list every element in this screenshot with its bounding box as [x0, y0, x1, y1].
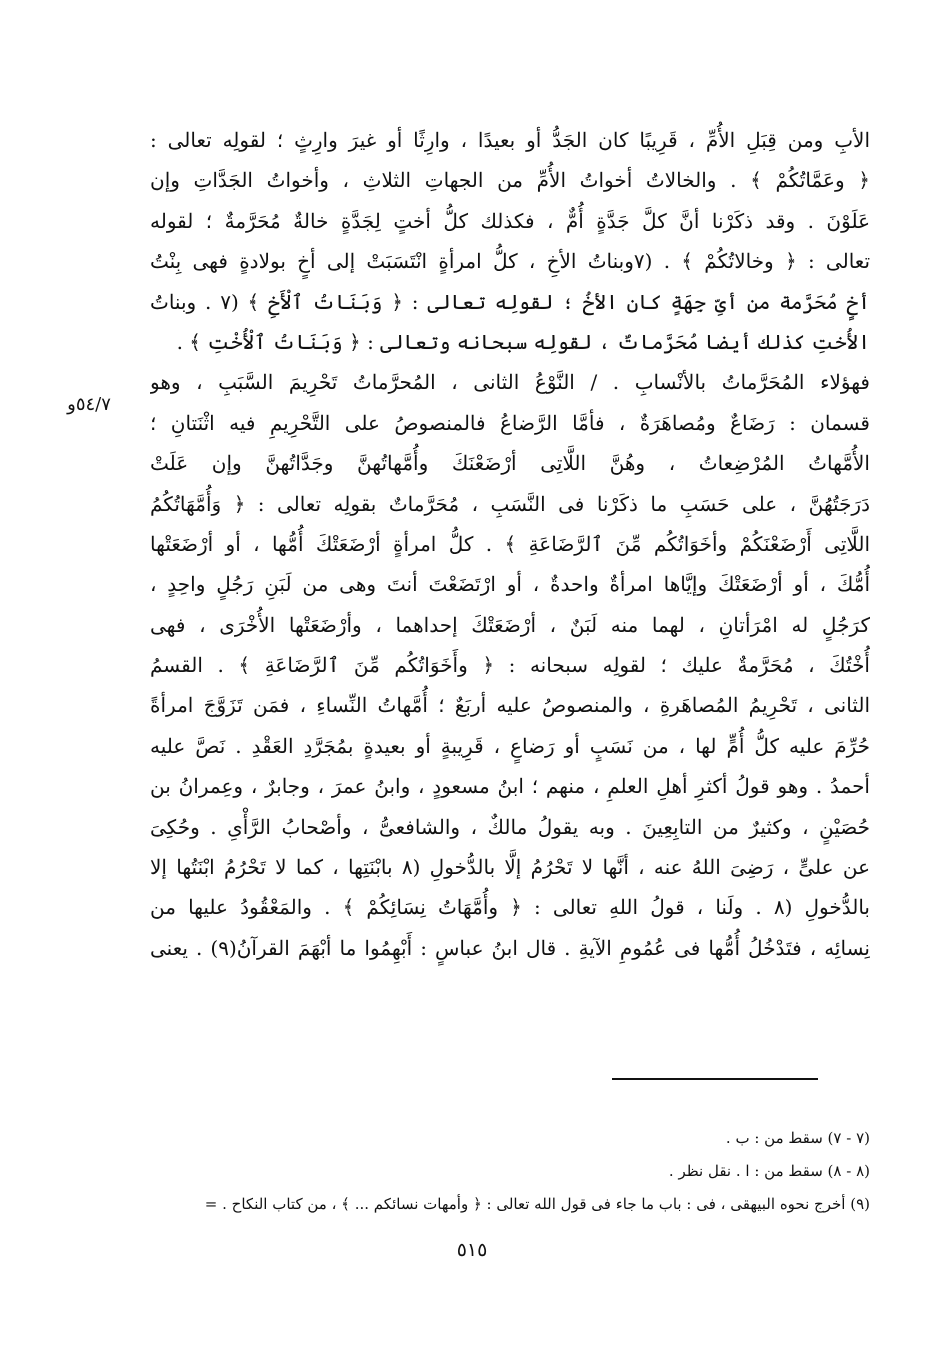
text-line: أحمدُ . وهو قولُ أكثرِ أهلِ العلمِ ، منهم ؛ ابنُ مسعودٍ ، وابنُ عمرَ ، وجابرٌ ، وعِمرانُ بن — [150, 774, 870, 799]
text-line: تعالى : ﴿ وخالاتُكُمْ ﴾ . (٧وبناتُ الأخِ ، كلُّ امرأةٍ انْتَسَبَتْ إلى أخٍ بولادةٍ فهى بِنْتُ — [150, 249, 870, 274]
margin-folio-note: ٥٤/٧و — [67, 394, 111, 415]
text-line: حُصَيْنٍ ، وكثيرٌ من التابِعِينَ . وبه يقولُ مالكٌ ، والشافعىُّ ، وأصْحابُ الرَّأْىِ . وحُكِىَ — [150, 814, 870, 839]
text-line: الثانى ، تَحْرِيمُ المُصاهَرةِ ، والمنصوصُ عليه أربَعٌ ؛ أُمَّهاتُ النِّساءِ ، فمَن تَزَوَّجَ امرأةً — [150, 693, 870, 718]
text-line: أخٍ مُحَرَّمة من أىِّ جِهَةٍ كان الأخُ ؛ لقولِه تعالى : ﴿ وَبَنَاتُ ٱلْأَخِ ﴾ (٧ . وبناتُ — [150, 289, 870, 314]
text-line: قسمان : رَضَاعٌ ومُصاهَرَةٌ ، فأمَّا الرَّضاعُ فالمنصوصُ على التَّحْرِيمِ فيه اثْنَتانِ ؛ — [150, 410, 870, 435]
text-line: أُخْتُكَ ، مُحَرَّمةٌ عليك ؛ لقولِه سبحانه : ﴿ وأَخَوَاتُكُم مِّنَ ٱلرَّضَاعَةِ ﴾ . القسمُ — [150, 653, 870, 678]
text-line: الأُمَّهاتُ المُرْضِعاتُ ، وهُنَّ اللَّاتِى أرْضَعْنَكَ وأُمَّهاتُهنَّ وجَدَّاتُهنَّ وإن عَلَتْ — [150, 451, 870, 476]
page-number: ٥١٥ — [456, 1239, 488, 1261]
footnote: (٧ - ٧) سقط من : ب . — [725, 1129, 870, 1147]
footnotes-block — [150, 1122, 870, 1221]
footnote: (٩) أخرج نحوه البيهقى ، فى : باب ما جاء فى قول الله تعالى : ﴿ وأمهات نسائكم ... ﴾ ، من كتاب النكاح . = — [204, 1195, 870, 1213]
text-line: عن علىٍّ ، رَضِىَ اللهُ عنه ، أنَّها لا تَحْرُمُ إلَّا بالدُّخولِ (٨ بابْنَتِها ، كما لا تَحْرُمُ ابْنَتُها إلا — [150, 855, 870, 880]
text-line: عَلَوْنَ . وقد ذكَرْنا أنَّ كلَّ جَدَّةٍ أُمٌّ ، فكذلك كلُّ أختٍ لِجَدَّةٍ خالةٌ مُحَرَّمةٌ ؛ لقوله — [150, 208, 870, 233]
text-line: نِسائِه ، فتَدْخُلُ أُمُّها فى عُمُومِ الآيةِ . قال ابنُ عباسٍ : أَبْهِمُوا ما أبْهَمَ القرآنُ(٩) . يعنى — [150, 935, 870, 960]
text-line: فهؤلاء المُحَرَّماتُ بالأنْسابِ . / النَّوْعُ الثانى ، المُحرَّماتُ تَحْرِيمَ السَّبَبِ ، وهو — [150, 370, 870, 395]
text-line: حُرِّمَ عليه كلُّ أُمٍّ لها ، من نَسَبٍ أو رَضاعٍ ، قَرِيبةٍ أو بعيدةٍ بمُجَرَّدِ العَقْدِ . نَصَّ عليه — [150, 733, 870, 758]
footnote-divider — [612, 1078, 818, 1080]
text-line: كرَجُلٍ له امْرَأتانِ ، لهما منه لَبَنٌ ، أرْضَعَتْكَ إحداهما ، وأرْضَعَتْها الأُخْرَى ، فهى — [150, 612, 870, 637]
main-text-block — [150, 120, 870, 968]
text-line: اللَّاتِى أَرْضَعْنَكُمْ وأخَوَاتُكُم مِّنَ ٱلرَّضَاعَةِ ﴾ . كلُّ امرأةٍ أرْضَعَتْكَ أُمُّها ، أو أرْضَعَتْها — [150, 531, 870, 556]
text-line: الأبِ ومن قِبَلِ الأُمِّ ، قَرِيبًا كان الجَدُّ أو بعيدًا ، وارِثًا أو غيرَ وارِثٍ ؛ لقولِه تعالى : — [150, 128, 870, 152]
text-line: ﴿ وعَمَّاتُكُمْ ﴾ . والخالاتُ أخواتُ الأُمِّ من الجهاتِ الثلاثِ ، وأخواتُ الجَدَّاتِ وإن — [150, 168, 870, 193]
text-line: أُمُّكَ ، أو أرْضَعَتْكَ وإيَّاها امرأةٌ واحدةٌ ، أو ارْتَضَعْتَ أنتَ وهى من لَبَنِ رَجُلٍ واحِدٍ ، — [150, 572, 870, 597]
footnote: (٨ - ٨) سقط من : ا . نقل نظر . — [668, 1162, 870, 1180]
text-line: الأُختِ كذلك أيضا مُحَرَّماتٌ ، لقولِه سبحانه وتعالى : ﴿ وَبَنَاتُ ٱلْأُخْتِ ﴾ . — [176, 329, 870, 354]
text-line: بالدُّخولِ (٨ . ولَنا ، قولُ اللهِ تعالى : ﴿ وأُمَّهَاتُ نِسَائِكُمْ ﴾ . والمَعْقُودُ عليها من — [150, 895, 870, 920]
text-line: دَرَجَتُهُنَّ ، على حَسَبِ ما ذكَرْنا فى النَّسَبِ ، مُحَرَّماتٌ بقولِه تعالى : ﴿ وَأُمَّهَاتُكُمُ — [150, 491, 870, 516]
